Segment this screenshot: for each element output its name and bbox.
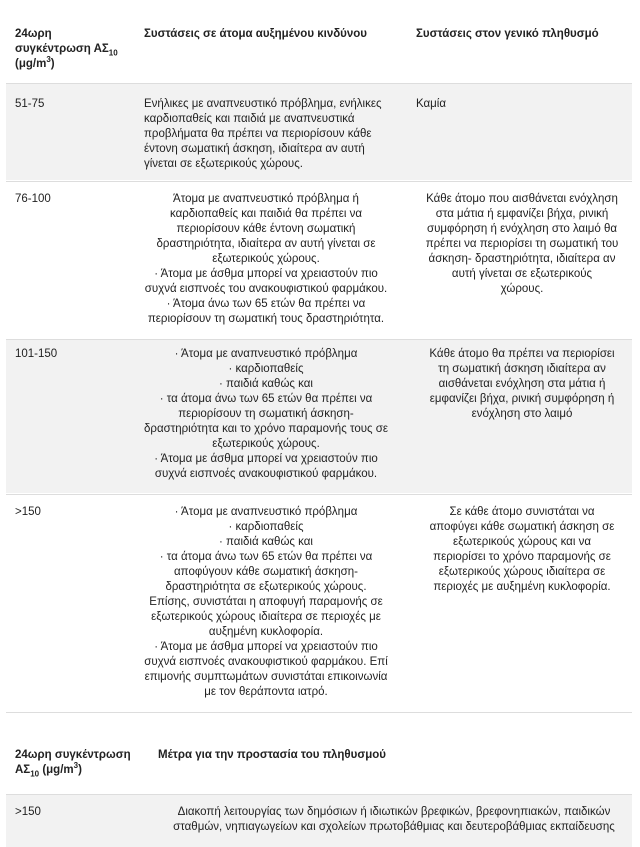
general-line: ενόχληση στο λαιμό <box>471 408 573 420</box>
header-concentration-2-sup: 3 <box>73 761 79 771</box>
table-row <box>6 340 632 493</box>
general-cell <box>416 347 628 422</box>
risk-line: συχνά εισπνοές ανακουφιστικού φαρμάκου. Επί <box>144 656 388 668</box>
risk-line: · παιδιά καθώς και <box>219 536 313 548</box>
range-cell: >150 <box>15 506 41 518</box>
general-line: Καμία <box>416 98 447 110</box>
risk-line: εξωτερικούς χώρους. <box>212 253 320 265</box>
header-concentration-sub: 10 <box>108 48 118 58</box>
general-line: εξωτερικούς χώρους και να <box>453 536 591 548</box>
table-row <box>6 495 632 711</box>
risk-line: δραστηριότητα σε εξωτερικούς χώρους. <box>165 581 367 593</box>
general-line: πρέπει να περιορίσει τη σωματική του <box>425 238 619 250</box>
risk-line: · καρδιοπαθείς <box>228 363 304 375</box>
table-row <box>6 182 632 338</box>
range-cell: 76-100 <box>15 193 51 205</box>
header-concentration <box>15 27 140 72</box>
header-concentration-sup: 3 <box>46 55 51 65</box>
risk-line: προβλήματα θα πρέπει να περιορίσουν κάθε <box>144 128 372 140</box>
risk-line: αποφύγουν κάθε σωματική άσκηση- <box>174 566 358 578</box>
general-line: εξωτερικούς χώρους ιδιαίτερα σε <box>438 566 606 578</box>
general-line: εμφανίζει βήχα, ρινική συμφόρηση ή <box>429 393 615 405</box>
risk-line: · Άτομα άνω των 65 ετών θα πρέπει να <box>166 298 366 310</box>
risk-line: έντονη σωματική άσκηση, ιδιαίτερα αν αυτή <box>144 143 365 155</box>
risk-line: καρδιοπαθείς και παιδιά θα πρέπει να <box>169 208 363 220</box>
measures-line: Διακοπή λειτουργίας των δημόσιων ή ιδιωτικών βρεφικών, βρεφονηπιακών, παιδικών <box>177 806 611 818</box>
general-line: αισθάνεται ενόχληση στα μάτια ή <box>438 378 606 390</box>
risk-line: γίνεται σε εξωτερικούς χώρους. <box>144 158 303 170</box>
general-line: Σε κάθε άτομο συνιστάται να <box>449 506 595 518</box>
header-concentration-2-line1: 24ωρη συγκέντρωση <box>15 749 131 761</box>
general-line: άσκηση- δραστηριότητα, ιδιαίτερα αν <box>428 253 616 265</box>
risk-line: καρδιοπαθείς και παιδιά με αναπνευστικά <box>144 113 355 125</box>
table-row <box>6 84 632 180</box>
risk-line: περιορίσουν τη σωματική τους δραστηριότητα. <box>147 313 385 325</box>
general-line: τη σωματική άσκηση ιδιαίτερα αν <box>438 363 606 375</box>
risk-line: Ενήλικες με αναπνευστικό πρόβλημα, ενήλικες <box>144 98 382 110</box>
risk-line: εξωτερικούς χώρους. <box>212 438 320 450</box>
risk-line: Άτομα με αναπνευστικό πρόβλημα ή <box>173 193 359 205</box>
risk-line: · παιδιά καθώς και <box>219 378 313 390</box>
risk-line: · Άτομα με άσθμα μπορεί να χρειαστούν πιο <box>154 453 378 465</box>
risk-line: · Άτομα με αναπνευστικό πρόβλημα <box>174 348 358 360</box>
risk-cell <box>144 192 388 327</box>
table-row <box>6 795 632 847</box>
general-line: περιοχές με αυξημένη κυκλοφορία. <box>433 581 611 593</box>
header-concentration-unit-close: ) <box>50 58 55 70</box>
risk-line: με τον θεράποντα ιατρό. <box>204 686 328 698</box>
header-concentration-2-sub: 10 <box>30 769 40 779</box>
range-cell: 101-150 <box>15 348 58 360</box>
risk-cell <box>144 505 388 700</box>
risk-line: εξωτερικούς χώρους ιδιαίτερα σε περιοχές με <box>151 611 381 623</box>
header-general-recommendations: Συστάσεις στον γενικό πληθυσμό <box>416 28 599 40</box>
general-line: Κάθε άτομο θα πρέπει να περιορίσει <box>429 348 615 360</box>
general-line: Κάθε άτομο που αισθάνεται ενόχληση <box>426 193 618 205</box>
risk-line: δραστηριότητα και το χρόνο παραμονής τους σε <box>144 423 388 435</box>
header-concentration-line1: 24ωρη <box>15 28 52 40</box>
divider <box>6 712 632 713</box>
risk-line: συχνά εισπνοές ανακουφιστικού φαρμάκου. <box>154 468 378 480</box>
range-cell: 51-75 <box>15 98 45 110</box>
risk-line: · καρδιοπαθείς <box>228 521 304 533</box>
risk-line: Επίσης, συνιστάται η αποφυγή παραμονής σε <box>149 596 383 608</box>
header-concentration-2 <box>15 748 155 778</box>
header-concentration-unit: (μg/m <box>15 58 47 70</box>
header-concentration-line2: συγκέντρωση ΑΣ <box>15 43 109 55</box>
risk-cell <box>144 97 404 172</box>
range-cell: >150 <box>15 806 41 818</box>
risk-line: · Άτομα με αναπνευστικό πρόβλημα <box>174 506 358 518</box>
header-protection-measures: Μέτρα για την προστασία του πληθυσμού <box>158 749 386 761</box>
risk-line: περιορίσουν τη σωματική άσκηση- <box>178 408 354 420</box>
general-line: αυτή γίνεται σε εξωτερικούς <box>451 268 593 280</box>
risk-line: επιμονής συμπτωμάτων συνιστάται επικοινωνία <box>144 671 388 683</box>
risk-line: συχνά εισπνοές του ανακουφιστικού φαρμάκου. <box>144 283 388 295</box>
header-concentration-2-unit: (μg/m <box>39 764 74 776</box>
general-cell <box>416 505 628 595</box>
risk-line: δραστηριότητα, ιδιαίτερα αν αυτή γίνεται σε <box>156 238 376 250</box>
general-line: περιορίσει το χρόνο παραμονής σε <box>433 551 611 563</box>
header-risk-recommendations: Συστάσεις σε άτομα αυξημένου κινδύνου <box>144 28 367 40</box>
general-line: στα μάτια ή εμφανίζει βήχα, ρινική <box>435 208 609 220</box>
measures-line: σταθμών, νηπιαγωγείων και σχολείων πρωτοβάθμιας και δευτεροβάθμιας εκπαίδευσης <box>173 821 615 833</box>
header-concentration-2-unit-close: ) <box>78 764 82 776</box>
general-line: συμφόρηση ή ενόχληση στο λαιμό θα <box>426 223 618 235</box>
general-cell <box>416 97 626 112</box>
header-concentration-2-line2: ΑΣ <box>15 764 31 776</box>
risk-line: · τα άτομα άνω των 65 ετών θα πρέπει να <box>159 393 373 405</box>
general-line: αποφύγει κάθε σωματική άσκηση σε <box>429 521 615 533</box>
risk-line: · Άτομα με άσθμα μπορεί να χρειαστούν πιο <box>154 641 378 653</box>
general-line: χώρους. <box>500 283 544 295</box>
risk-line: αυξημένη κυκλοφορία. <box>208 626 324 638</box>
general-cell <box>416 192 628 297</box>
risk-line: · τα άτομα άνω των 65 ετών θα πρέπει να <box>159 551 373 563</box>
risk-line: περιορίσουν κάθε έντονη σωματική <box>176 223 356 235</box>
measures-cell <box>158 805 630 835</box>
risk-line: · Άτομα με άσθμα μπορεί να χρειαστούν πιο <box>154 268 378 280</box>
risk-cell <box>144 347 388 482</box>
